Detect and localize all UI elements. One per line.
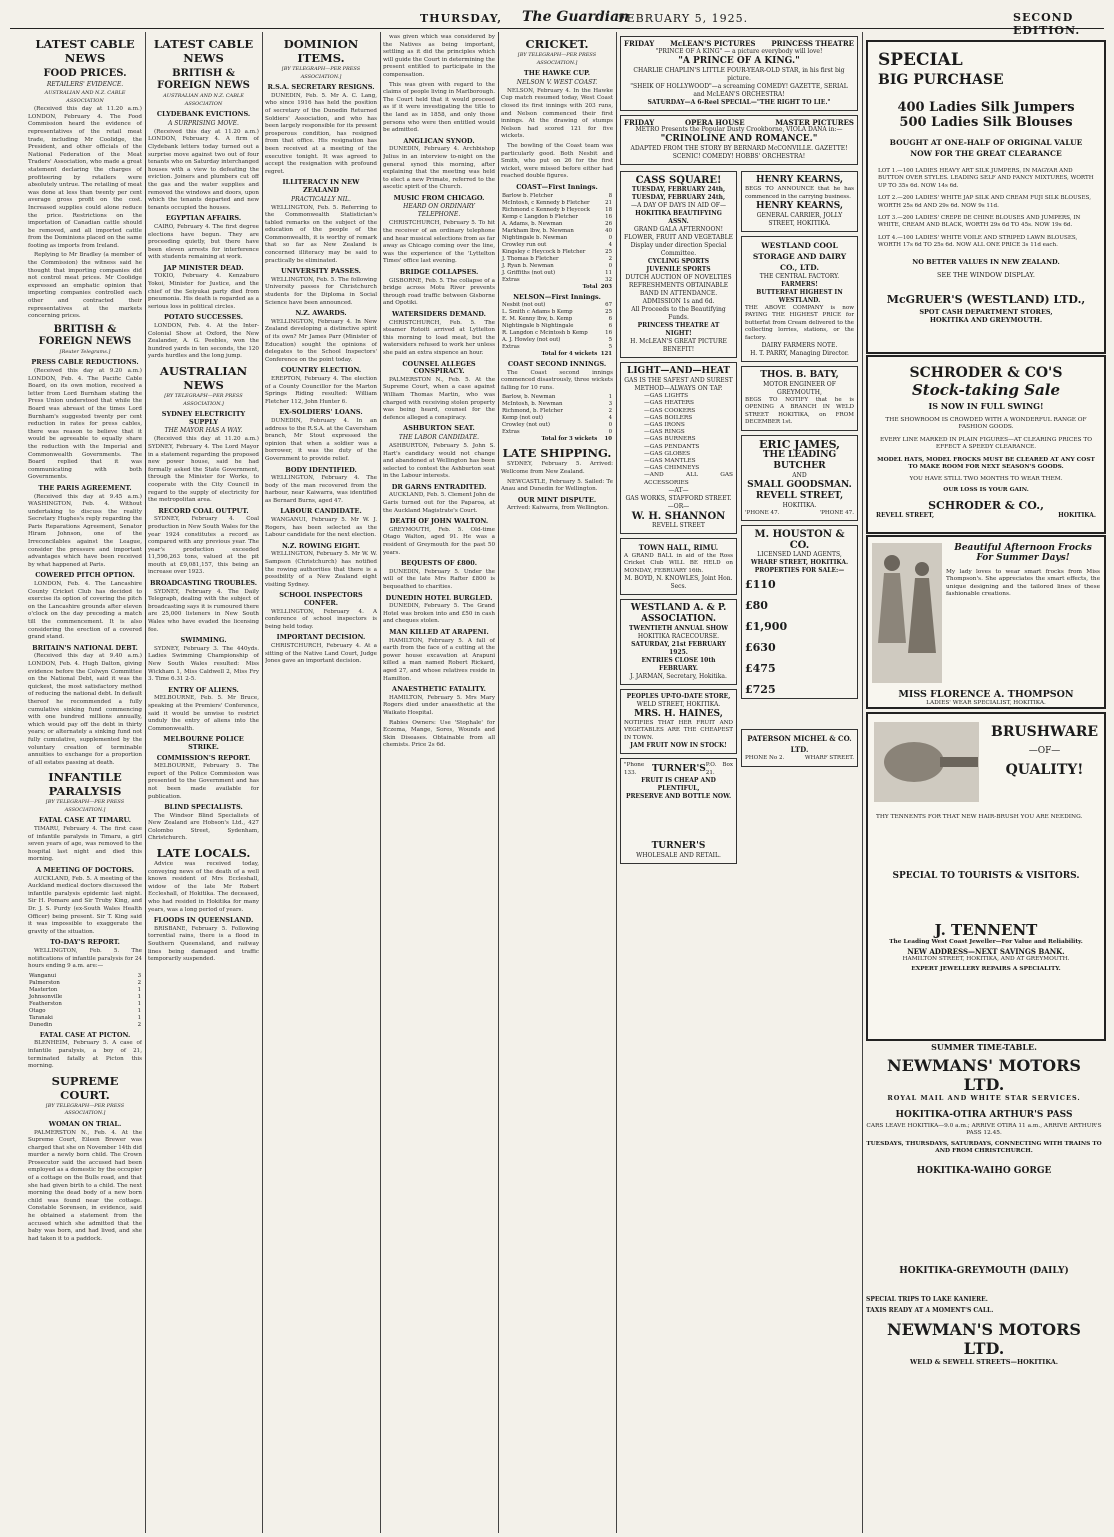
article-text: TIMARU, February 4. The first case of infantile paralysis in Timaru, a girl seven years of age, was removed to the hospital last night and died this morning.	[28, 826, 142, 863]
headline: COUNSEL ALLEGES CONSPIRACY.	[402, 359, 476, 376]
masthead-edition: SECOND EDITION.	[1013, 11, 1081, 37]
article-text: (Received this day at 9.20 a.m.) LONDON, Feb. 4. The Pacific Cable Board, on its own motion, received a letter from Lord Burnham stating the Press Union understood that while the Board was abreast of the times Lord Burnham's suggested twenty per cent reduction in rates for press cables, there was reason to believe that it would be agreeable to equally share the reduction with the Imperial and Commonwealth Governments. The Board replied that it was communicating with both Governments.	[28, 368, 142, 481]
article-text: SYDNEY, February 3. The 440yds. Ladies Swimming Championship of New South Wales resulted: Miss Wickham 1, Miss Caldwell 2, Miss Fry 3. Time 6.31 2-5.	[148, 645, 259, 683]
ad-afternoon-frocks: Beautiful Afternoon Frocks For Summer Days! My lady loves to wear smart frocks from Miss Thompson's. She appreciates the smart effects, the unique designing and the tailored lines of these fashionable creations. MISS FLORENCE A. THOMPSON LADIES' WEAR SPECIALIST, HOKITIKA.	[866, 535, 1106, 709]
article-text: (Received this day at 11.20 a.m.) LONDON, February 4. The Food Commission heard the evidence of representatives of the retail meat trade, including Mr Coolidge, the President, and other officials of the National Federation of the Meat Traders' Association, who made a great statement declaring the charges of profiteering by retailers were absolutely untrue. The retailing of meat was done at less than twenty per cent average gross profit on the cost. Increased supplies could alone reduce the price. Restrictions on the importation of Canadian cattle should be removed, and all imported cattle from the Dominions placed on the same footing as imports from Ireland.	[28, 106, 142, 249]
ad-schroder-sale: SCHRODER & CO'S Stock-taking Sale IS NOW IN FULL SWING! THE SHOWROOM IS CROWDED WITH A WONDERFUL RANGE OF FASHION GOODS. EVERY LINE MARKED IN PLAIN FIGURES—AT CLEARING PRICES TO EFFECT A SPEEDY CLEARANCE. MODEL HATS, MODEL FROCKS MUST BE CLEARED AT ANY COST TO MAKE ROOM FOR NEXT SEASON'S GOODS. YOU HAVE STILL TWO MONTHS TO WEAR THEM. OUR LOSS IS YOUR GAIN. SCHRODER & CO., REVELL STREET, HOKITIKA.	[866, 355, 1106, 534]
headline-dominion-items: DOMINION ITEMS.	[283, 37, 359, 65]
table-row: Total for 4 wickets 121	[541, 351, 612, 358]
headline: FLOODS IN QUEENSLAND.	[153, 916, 254, 925]
ad-westland-cool-storage: WESTLAND COOL STORAGE AND DAIRY CO., LTD. THE CENTRAL FACTORY. FARMERS! BUTTERFAT HIGHEST IN WESTLAND. THE ABOVE COMPANY is now PAYING THE HIGHEST PRICE for butterfat from Cream delivered to the collecting lorries, stations, or the factory. DAIRY FARMERS NOTE. H. T. PARRY, Managing Director.	[741, 236, 858, 362]
article-text: NEWCASTLE, February 5. Sailed: Te Anau and Dunedin for Wellington.	[501, 478, 613, 493]
headline: BROADCASTING TROUBLES.	[149, 579, 258, 588]
subhead: THE MAYOR HAS A WAY.	[164, 427, 243, 435]
table-row: Richmond c Kennedy b Heycock 18	[502, 206, 612, 213]
table-row: Nesbit (not out) 67	[502, 302, 612, 309]
article-text: PALMERSTON N., Feb. 4. At the Supreme Court, Eileen Brewer was charged that she on November 14th did murder a newly born child. The Crown Prosecutor said the accused had been employed as a domestic by the occupier of a cottage on the Bulls road, and that she had given birth to a child. The next morning the dead body of a new born child was found near the cottage. Constable Sorensen, in evidence, said he obtained a statement from the accused which she admitted that the baby was born, and had lived, and she had taken it to a paddock.	[28, 1129, 142, 1242]
headline: A MEETING OF DOCTORS.	[36, 866, 134, 875]
notifications-table	[28, 973, 142, 1029]
headline: BEQUESTS OF £800.	[400, 559, 478, 568]
table-row: Richmond, b. Fletcher 2	[502, 408, 612, 415]
article-text: CHRISTCHURCH, February 4. At a sitting of the Native Land Court, Judge Jones gave an important decision.	[265, 642, 377, 665]
article-text: (Received this day at 9.45 a.m.) WASHINGTON, Feb. 4. Without undertaking to discuss the reality Secretary Hughes's reply regarding the Paris Reparations Agreement, Senator Hiram Johnson, one of the Irreconcilables against the League, consider the pressure and important advantages which have been received by what happened at Paris.	[28, 493, 142, 568]
column-1	[28, 34, 142, 1534]
article-text: was given which was considered by the Natives as being important, settling as it did the principles which will guide the Court in determining the present entitled to participate in the compensation.	[383, 34, 495, 78]
article-text: AUCKLAND, Feb. 5. A meeting of the Auckland medical doctors discussed the infantile paralysis epidemic last night. Sir H. Pomare and Sir Truby King, and Dr. J. S. Purdy (ex-South Wales Health Officer) being present. Sir T. King said it was impossible to exaggerate the gravity of the situation.	[28, 875, 142, 935]
article-text: CHRISTCHURCH, February 5. To hit the receiver of an ordinary telephone and hear musical selections from as far away as Chicago coming over the line, was the experience of the 'Lyttelton Times' office last evening.	[383, 220, 495, 265]
fashion-illustration-icon	[872, 543, 942, 683]
ad-m-houston: M. HOUSTON & CO. LICENSED LAND AGENTS, WHARF STREET, HOKITIKA. PROPERTIES FOR SALE:— £110 £80 £1,900 £630 £475 £725	[741, 525, 858, 699]
headline: UNIVERSITY PASSES.	[281, 267, 361, 276]
headline: THE PARIS AGREEMENT.	[38, 483, 132, 492]
article-text: GISBORNE, Feb. 5. The collapse of a bridge across Motu River prevents through road traffic between Gisborne and Opotiki.	[383, 277, 495, 307]
column-3	[265, 34, 377, 1534]
article-text: (Received this day at 11.20 a.m.) LONDON, February 4. A firm of Clydebank letters today turned out a surprise move against two out of four tenants who on Saturday interchanged houses with a view to defeating the eviction. Joiners and plumbers cut off the gas and the water supplies and removed the windows and doors, upon which the tenants departed and new tenants occupied the houses.	[148, 128, 259, 211]
article-text: DUNEDIN, February 5. Under the will of the late Mrs Rafter £800 is bequeathed to charities.	[383, 568, 495, 590]
headline: BODY IDENTIFIED.	[285, 465, 357, 474]
headline: BRITAIN'S NATIONAL DEBT.	[32, 643, 138, 652]
table-row: A. J. Howley (not out) 5	[502, 337, 612, 344]
article-text: Arrived: Kaiwarra, from Wellington.	[507, 505, 609, 512]
headline-british-foreign: BRITISH & FOREIGN NEWS	[157, 68, 250, 91]
headline: EGYPTIAN AFFAIRS.	[165, 214, 242, 223]
dateline: [BY TELEGRAPH—PER PRESS ASSOCIATION.]	[281, 66, 361, 80]
article-text: WELLINGTON, February 4. A conference of school inspectors is being held today.	[265, 608, 377, 630]
table-row: Johnsonville 1	[29, 993, 141, 1000]
ad-brushware: BRUSHWARE —OF— QUALITY! THY TENNENTS FOR THAT NEW HAIR-BRUSH YOU ARE NEEDING. SPECIAL TO TOURISTS & VISITORS. J. TENNENT The Leading West Coast Jeweller—For Value and Reliability. NEW ADDRESS—NEXT SAVINGS BANK. HAMILTON STREET, HOKITIKA, AND AT GREYMOUTH. EXPERT JEWELLERY REPAIRS A SPECIALITY.	[866, 712, 1106, 1041]
ad-town-hall: TOWN HALL, RIMU. A GRAND BALL in aid of the Ross Cricket Club WILL BE HELD on MONDAY, FEBRUARY 16th. M. BOYD, N. KNOWLES, Joint Hon. Secs.	[620, 538, 737, 595]
article-text: Replying to Mr Bradley (a member of the Commission) the witness said he thought that importing companies did not control meat prices. Mr Coolidge expressed an emphatic opinion that importing companies controlled each other and contracted their representatives at the markets concerning prices.	[28, 252, 142, 320]
table-row: McIntosh, c Kennedy b Fletcher 21	[502, 199, 612, 206]
column-rule	[145, 32, 146, 1533]
ads-column-center	[620, 34, 858, 1534]
headline: BRIDGE COLLAPSES.	[399, 268, 479, 277]
column-rule	[380, 32, 381, 1533]
masthead	[10, 6, 1104, 37]
column-rule	[498, 32, 499, 1533]
headline: DUNEDIN HOTEL BURGLED.	[385, 593, 493, 602]
article-text: GREYMOUTH, Feb. 5. Old-time Otago Walton, aged 91. He was a resident of Greymouth for the past 50 years.	[383, 526, 495, 556]
article-text: NELSON, February 4. In the Hawke Cup match resumed today, West Coast closed its first innings with 203 runs, and Nelson commenced their first innings. At the drawing of stumps Nelson had scored 121 for five wickets.	[501, 87, 613, 140]
table-row: Otago 1	[29, 1007, 141, 1014]
table-row: Extras 0	[502, 429, 612, 436]
headline: COAST SECOND INNINGS.	[507, 360, 607, 369]
column-4	[383, 34, 495, 1534]
subhead: A SURPRISING MOVE.	[168, 119, 239, 127]
article-text: LONDON, Feb. 4. At the Inter-Colonial Show at Oxford, the New Zealander, A. G. Peebles, won the hundred yards in ten seconds, the 120 yards hurdles and the long jump.	[148, 323, 259, 360]
masthead-paper-title: The Guardian	[522, 9, 630, 25]
headline: COMMISSION'S REPORT.	[156, 753, 251, 762]
headline: ENTRY OF ALIENS.	[168, 685, 239, 694]
headline: N.Z. AWARDS.	[295, 309, 347, 318]
table-row: E. M. Kenny lbw, b. Kemp 6	[502, 316, 612, 323]
article-text: WELLINGTON, Feb. 5. Referring to the Commonwealth Statistician's tabled remarks on the subject of the education of the people of the Commonwealth, it is worthy of remark that so far as New Zealand is concerned illiteracy may be said to practically be eliminated.	[265, 204, 377, 264]
article-text: SYDNEY, February 5. Arrived: Wellcome from New Zealand.	[501, 461, 613, 476]
headline-late-locals: LATE LOCALS.	[156, 846, 251, 861]
table-row: Markham lbw, b. Newman 40	[502, 227, 612, 234]
table-row: Nightingale b Nightingale 6	[502, 323, 612, 330]
headline: BLIND SPECIALISTS.	[164, 803, 243, 812]
headline-late-shipping: LATE SHIPPING.	[502, 446, 612, 461]
dateline: [BY TELEGRAPH—PER PRESS ASSOCIATION.]	[45, 1102, 125, 1117]
table-row: Total 203	[582, 283, 612, 290]
headline: COAST—First Innings.	[516, 182, 598, 191]
article-text: WELLINGTON, February 4. The body of the man recovered from the harbour, near Kaiwarra, was identified as Bernard Burns, aged 47.	[265, 475, 377, 504]
article-text: SYDNEY, February 4. Coal production in New South Wales for the year 1924 constitutes a record as compared with any previous year. The year's production exceeded 11,596,263 tons, valued at the pit mouth at £9,081,157, this being an increase over 1923.	[148, 516, 259, 576]
headline: SYDNEY ELECTRICITY SUPPLY	[161, 410, 246, 426]
ad-special-big-purchase: SPECIAL BIG PURCHASE 400 Ladies Silk Jumpers 500 Ladies Silk Blouses BOUGHT AT ONE-HALF OF ORIGINAL VALUE NOW FOR THE GREAT CLEARANCE LOT 1.—100 LADIES HEAVY ART SILK JUMPERS, IN MAGYAR AND BUTTON OVER STYLES. LEADING SELF AND FANCY MIXTURES, WORTH UP TO 35s 6d. NOW 14s 6d. LOT 2.—200 LADIES' WHITE JAP SILK AND CREAM FUJI SILK BLOUSES, WORTH 25s 6d AND 29s 6d. NOW 9s 11d. LOT 3.—200 LADIES' CREPE DE CHINE BLOUSES AND JUMPERS, IN WHITE, CREAM AND BLACK, WORTH 29s 6d TO 45s. NOW 19s 6d. LOT 4.—100 LADIES' WHITE VOILE AND STRIPED LAWN BLOUSES, WORTH 17s 6d TO 25s 6d. NOW ALL ONE PRICE 3s 11d each. NO BETTER VALUES IN NEW ZEALAND. SEE THE WINDOW DISPLAY. McGRUER'S (WESTLAND) LTD., SPOT CASH DEPARTMENT STORES, HOKITIKA AND GREYMOUTH.	[866, 40, 1106, 354]
headline: ANAESTHETIC FATALITY.	[392, 685, 486, 694]
article-text: Advice was received today, conveying news of the death of a well known resident of Mrs Eccleshall, widow of the late Mr Robert Eccleshall, of Hokitika. The deceased, who had resided in Hokitika for many years, was a long period of years.	[148, 861, 259, 913]
article-text: The Coast second innings commenced disastrously, three wickets falling for 10 runs.	[501, 369, 613, 391]
article-text: This was given with regard to the claims of people living in Marlborough. The Court held that it would proceed as if it were investigating the title to the land as in 1858, and only those persons who were then entitled would be admitted.	[383, 81, 495, 134]
table-row: Barlow, b. Newman 1	[502, 394, 612, 401]
article-text: PALMERSTON N., Feb. 5. At the Supreme Court, when a case against William Thomas Martin, who was charged with receiving stolen property was being heard, counsel for the defence alleged a conspiracy.	[383, 376, 495, 421]
headline: JAP MINISTER DEAD.	[163, 263, 244, 272]
ad-peoples-store: PEOPLES UP-TO-DATE STORE, WELD STREET, HOKITIKA. MRS. H. HAINES, NOTIFIES THAT HER FRUIT AND VEGETABLES ARE THE CHEAPEST IN TOWN. JAM FRUIT NOW IN STOCK!	[620, 689, 737, 754]
table-row: Dunedin 2	[29, 1021, 141, 1028]
table-row: Crowley run out 4	[502, 241, 612, 248]
headline: MUSIC FROM CHICAGO.	[393, 193, 485, 202]
table-row: Kemp (not out) 4	[502, 415, 612, 422]
table-row: Barlow b. Fletcher 8	[502, 192, 612, 199]
article-text: MELBOURNE, Feb. 5. Mr Bruce, speaking at the Premiers' Conference, said it would be unwise to restrict unduly the entry of aliens into the Commonwealth.	[148, 695, 259, 732]
ad-paterson-michel: PATERSON MICHEL & CO. LTD. PHONE No 2. WHARF STREET.	[741, 729, 858, 767]
headline: ASHBURTON SEAT.	[403, 424, 475, 433]
article-text: TOKIO, February 4. Kenzaburo Yokoi, Minister for Justice, and the chief of the Seiyukai party died from pneumonia. His death is regarded as a serious loss in political circles.	[148, 273, 259, 310]
headline: LABOUR CANDIDATE.	[280, 507, 362, 516]
subhead: HEARD ON ORDINARY TELEPHONE.	[403, 203, 475, 219]
dateline: [BY TELEGRAPH—PER PRESS ASSOCIATION.]	[164, 393, 243, 407]
headline: SCHOOL INSPECTORS CONFER.	[279, 591, 363, 607]
article-text: WELLINGTON, Feb. 5. The notifications of infantile paralysis for 24 hours ending 9 a.m. are:—	[28, 947, 142, 970]
headline-food-prices: FOOD PRICES.	[43, 68, 127, 79]
column-rule	[262, 32, 263, 1533]
headline-supreme-court: SUPREME COURT.	[51, 1073, 119, 1102]
headline-latest-cable: LATEST CABLE NEWS	[35, 37, 135, 65]
table-row: A. Adams, b. Newman 26	[502, 220, 612, 227]
article-text: (Received this day at 11.20 a.m.) SYDNEY, February 4. The Lord Mayor in a statement regarding the proposed new power house, said he had formally asked the State Government, through the Minister for Works, to cooperate with the City Council in regard to the supply of electricity for the metropolitan area.	[148, 436, 259, 504]
headline: IMPORTANT DECISION.	[276, 633, 366, 642]
headline: POTATO SUCCESSES.	[163, 313, 244, 322]
article-text: CHRISTCHURCH, Feb. 5. The steamer Rotoiti arrived at Lyttelton this morning to load meat, but the watersiders refused to work her unless she paid an extra sixpence an hour.	[383, 319, 495, 356]
table-row: Wanganui 3	[29, 972, 141, 979]
article-text: Rabies Owners: Use 'Stophale' for Eczema, Mange, Sores, Wounds and Skin Diseases. Obtainable from all chemists. Price 2s 6d.	[383, 719, 495, 749]
article-text: WELLINGTON, Feb. 5. The following University passes for Christchurch students for the Diploma in Social Science have been announced.	[265, 276, 377, 306]
table-row: Kingsley c Heycock b Fletcher 25	[502, 248, 612, 255]
dateline: [BY TELEGRAPH—PER PRESS ASSOCIATION.]	[45, 799, 125, 813]
scorecard-coast-second	[501, 394, 613, 443]
subhead: RETAILERS' EVIDENCE.	[46, 81, 124, 88]
table-row: Crowley (not out) 0	[502, 422, 612, 429]
ad-cass-square: CASS SQUARE! TUESDAY, FEBRUARY 24th, TUESDAY, FEBRUARY 24th, —A DAY OF DAYS IN AID OF— HOKITIKA BEAUTIFYING ASSN. GRAND GALA AFTERNOON! FLOWER, FRUIT AND VEGETABLE Display under direction Special Committee. CYCLING SPORTS JUVENILE SPORTS DUTCH AUCTION OF NOVELTIES REFRESHMENTS OBTAINABLE BAND IN ATTENDANCE. ADMISSION 1s and 6d. All Proceeds to the Beautifying Funds. PRINCESS THEATRE AT NIGHT! H. McLEAN'S GREAT PICTURE BENEFIT!	[620, 171, 737, 358]
article-text: MELBOURNE, February 5. The report of the Police Commission was presented to the Government and has not been made available for publication.	[148, 763, 259, 800]
headline: MELBOURNE POLICE STRIKE.	[163, 735, 244, 751]
table-row: L. Smith c Adams b Kemp 25	[502, 309, 612, 316]
headline-latest-cable: LATEST CABLE NEWS	[153, 37, 254, 65]
subhead: THE LABOR CANDIDATE.	[398, 433, 480, 441]
table-row: Featherston 1	[29, 1000, 141, 1007]
table-row: McIntosh, b. Newman 3	[502, 401, 612, 408]
table-row: J. Thomas b Fletcher 2	[502, 255, 612, 262]
table-row: Taranaki 1	[29, 1014, 141, 1021]
table-row: J. Ryan b. Newman 0	[502, 262, 612, 269]
article-text: WANGANUI, February 5. Mr W. J. Rogers, has been selected as the Labour candidate for the next election.	[265, 517, 377, 539]
table-row: Extras 32	[502, 276, 612, 283]
headline: N.Z. ROWING EIGHT.	[281, 541, 361, 550]
headline: PRESS CABLE REDUCTIONS.	[31, 358, 139, 367]
column-rule	[616, 32, 617, 1533]
headline: DEATH OF JOHN WALTON.	[389, 517, 489, 526]
dateline: [Reuter Telegrams.]	[59, 348, 111, 355]
table-row: Palmerston 2	[29, 979, 141, 986]
ad-mcleans-pictures: FRIDAY McLEAN'S PICTURES PRINCESS THEATRE "PRINCE OF A KING" — a picture everybody will love! "A PRINCE OF A KING." CHARLIE CHAPLIN'S LITTLE FOUR-YEAR-OLD STAR, in his first big picture. "SHEIK OF HOLLYWOOD"—a screaming COMEDY! GAZETTE, SERIAL and McLEAN'S ORCHESTRA! SATURDAY—A 6-Reel SPECIAL—"THE RIGHT TO LIE."	[620, 36, 858, 111]
headline: WOMAN ON TRIAL.	[48, 1119, 122, 1128]
article-text: CAIRO, February 4. The first degree elections have begun. They are proceeding quietly, but there have been eleven arrests for interference with students remaining at work.	[148, 223, 259, 261]
scorecard-coast-first	[501, 193, 613, 291]
article-text: HAMILTON, February 5. A fall of earth from the face of a cutting at the power house excavation at Arapuni killed a man named Robert Rickard, aged 27, and whose relatives reside in Hamilton.	[383, 637, 495, 682]
masthead-day: THURSDAY,	[420, 12, 503, 25]
headline-british-foreign: BRITISH & FOREIGN NEWS	[38, 323, 132, 347]
ad-westland-show: WESTLAND A. & P. ASSOCIATION. TWENTIETH ANNUAL SHOW HOKITIKA RACECOURSE. SATURDAY, 21st FEBRUARY 1925. ENTRIES CLOSE 10th FEBRUARY. J. JARMAN, Secretary, Hokitika.	[620, 599, 737, 685]
headline: R.S.A. SECRETARY RESIGNS.	[267, 83, 375, 92]
article-text: AUCKLAND, Feb. 5. Clement John de Garis turned out for the Paparoa, at the Auckland Magistrate's Court.	[383, 492, 495, 514]
headline: THE HAWKE CUP.	[523, 69, 591, 78]
brush-illustration-icon	[874, 722, 979, 802]
article-text: DUNEDIN, Feb. 5. Mr A. C. Lang, who since 1916 has held the position of secretary of the Dunedin Returned Soldiers' Association, and who has been largely responsible for its present prosperous condition, has resigned from that office. His resignation has been received at a meeting of the executive tonight. It was agreed to accept the resignation with profound regret.	[265, 92, 377, 175]
headline: FATAL CASE AT PICTON.	[39, 1030, 131, 1039]
headline: ANGLICAN SYNOD.	[403, 136, 475, 145]
headline: OUR MINT DISPUTE.	[517, 495, 597, 504]
ad-light-and-heat: LIGHT—AND—HEAT GAS IS THE SAFEST AND SUREST METHOD—ALWAYS ON TAP. —GAS LIGHTS —GAS HEATERS —GAS COOKERS —GAS BOILERS —GAS IRONS —GAS RINGS —GAS BURNERS —GAS PENDANTS —GAS GLOBES —GAS MANTLES —GAS CHIMNEYS —AND ALL GAS ACCESSORIES —AT— GAS WORKS, STAFFORD STREET. —OR— W. H. SHANNON REVELL STREET	[620, 362, 737, 534]
column-rule	[862, 32, 863, 1533]
table-row: Extras 5	[502, 344, 612, 351]
headline: MAN KILLED AT ARAPENI.	[389, 627, 489, 636]
dateline: [BY TELEGRAPH—PER PRESS ASSOCIATION.]	[517, 52, 597, 66]
scorecard-nelson-first	[501, 302, 613, 358]
subhead: PRACTICALLY NIL.	[291, 195, 351, 203]
article-text: LONDON, Feb. 4. The Lancashire County Cricket Club has decided to exercise its option of covering the pitch on the Lancashire grounds after eleven o'clock on the day preceding a match till the commencement. It is also considering the erection of a covered grand stand.	[28, 581, 142, 641]
headline: CLYDEBANK EVICTIONS.	[156, 110, 251, 119]
dateline: AUSTRALIAN AND N.Z. CABLE ASSOCIATION	[163, 93, 244, 107]
article-text: DUNEDIN, February 4. In an address to the R.S.A. at the Caversham branch, Mr Stout expressed the opinion that when a soldier was a borrower, it was the duty of the Government to provide relief.	[265, 417, 377, 462]
headline: ILLITERACY IN NEW ZEALAND	[282, 178, 360, 194]
headline: RECORD COAL OUTPUT.	[158, 506, 249, 515]
article-text: WELLINGTON, February 5. Mr W. W. Sampson (Christchurch) has notified the rowing authorities that there is a possibility of a New Zealand eight visiting Sydney.	[265, 551, 377, 588]
headline: FATAL CASE AT TIMARU.	[38, 816, 132, 825]
masthead-date: FEBRUARY 5, 1925.	[618, 12, 749, 25]
column-5	[501, 34, 613, 1534]
headline-australian-news: AUSTRALIAN NEWS	[159, 364, 248, 392]
ad-opera-house: FRIDAY OPERA HOUSE MASTER PICTURES METRO Presents the Popular Dusty Crookborne, VIOLA DANA in:— "CRINOLINE AND ROMANCE." ADAPTED FROM THE STORY BY BERNARD McCONVILLE. GAZETTE! SCENIC! COMEDY! HOBBS' ORCHESTRA!	[620, 115, 858, 166]
headline: TO-DAY'S REPORT.	[50, 938, 120, 947]
headline: COUNTRY ELECTION.	[280, 366, 362, 375]
article-text: DUNEDIN, February 4. Archbishop Julius in an interview to-night on the general synod this morning, after explaining that the meeting was held to elect a new Primate, referred to the ascetic spirit of the Church.	[383, 146, 495, 191]
ad-eric-james: ERIC JAMES, THE LEADING BUTCHER AND SMALL GOODSMAN. REVELL STREET, HOKITIKA. 'PHONE 47. 'PHONE 47.	[741, 435, 858, 522]
article-text: EREPTON, February 4. The election of a County Councillor for the Marton Springs Riding resulted: William Fletcher 112, John Hunter 6.	[265, 375, 377, 405]
article-text: (Received this day at 9.40 a.m.) LONDON, Feb. 4. Hugh Dalton, giving evidence before the Colwyn Committee on the National Debt, said it was the quickest, the most satisfactory method of reducing the national debt. In default thereof he recommended a fully cumulative sinking fund commencing with one hundred millions annually, which would pay off the debt in thirty years; or alternately a sinking fund not fully cumulative, supplemented by the voluntary creation of terminable annuities to exchange for a proportion of all estates passing at death.	[28, 653, 142, 766]
article-text: The Windsor Blind Specialists of New Zealand are Hobson's Ltd., 427 Colombo Street, Sydenham, Christchurch.	[148, 812, 259, 842]
headline-infantile-paralysis: INFANTILE PARALYSIS	[48, 770, 122, 799]
article-text: DUNEDIN, February 5. The Grand Hotel was broken into and £50 in cash and cheques stolen.	[383, 603, 495, 625]
ad-henry-kearns: HENRY KEARNS, BEGS TO ANNOUNCE that he has commenced in the carrying business. HENRY KEARNS, GENERAL CARRIER, JOLLY STREET, HOKITIKA.	[741, 171, 858, 232]
article-text: ASHBURTON, February 5. John S. Hart's candidacy would not change and abandoned at Wellington has been selected to contest the Ashburton seat in the Labour interests.	[383, 442, 495, 480]
column-2	[148, 34, 259, 1534]
dateline: AUSTRALIAN AND N.Z. CABLE ASSOCIATION	[44, 90, 126, 104]
article-text: BLENHEIM, February 5. A case of infantile paralysis, a boy of 21, terminated fatally at Picton this morning.	[28, 1040, 142, 1070]
table-row: Masterton 1	[29, 986, 141, 993]
article-text: HAMILTON, February 5. Mrs Mary Rogers died under anaesthetic at the Waikato Hospital.	[383, 694, 495, 716]
article-text: BRISBANE, February 5. Following torrential rains, there is a flood in Southern Queensland, and railway lines being damaged and traffic temporarily suspended.	[148, 925, 259, 963]
headline: COWERED PITCH OPTION.	[35, 571, 135, 580]
headline: SWIMMING.	[180, 636, 227, 645]
headline: NELSON—First Innings.	[513, 292, 601, 301]
headline: WATERSIDERS DEMAND.	[392, 310, 486, 318]
article-text: The bowling of the Coast team was particularly good. Both Nesbit and Smith, who put on 26 for the first wicket, were missed before either had reached double figures.	[501, 142, 613, 180]
ad-thos-baty: THOS. B. BATY, MOTOR ENGINEER OF GREYMOUTH, BEGS TO NOTIFY that he is OPENING A BRANCH IN WELD STREET HOKITIKA, on FROM DECEMBER 1st.	[741, 366, 858, 431]
ad-newmans-motors: SUMMER TIME-TABLE. NEWMANS' MOTORS LTD. ROYAL MAIL AND WHITE STAR SERVICES. HOKITIKA-OTIRA ARTHUR'S PASS CARS LEAVE HOKITIKA—9.0 a.m.; ARRIVE OTIRA 11 a.m., ARRIVE ARTHUR'S PASS 12.45. TUESDAYS, THURSDAYS, SATURDAYS, CONNECTING WITH TRAINS TO AND FROM CHRISTCHURCH. HOKITIKA-WAIHO GORGE HOKITIKA-GREYMOUTH (DAILY) SPECIAL TRIPS TO LAKE KANIERE. TAXIS READY AT A MOMENT'S CALL. NEWMAN'S MOTORS LTD. WELD & SEWELL STREETS—HOKITIKA.	[866, 1042, 1102, 1366]
ad-turners: "Phone 133. TURNER'S P.O. Box 21. FRUIT IS CHEAP AND PLENTIFUL, PRESERVE AND BOTTLE NOW. TURNER'S WHOLESALE AND RETAIL.	[620, 758, 737, 864]
headline-cricket: CRICKET.	[525, 37, 589, 51]
headline: EX-SOLDIERS' LOANS.	[279, 408, 363, 417]
table-row: Kemp c Langdon b Fletcher 16	[502, 213, 612, 220]
table-row: Nightingale b. Newman 0	[502, 234, 612, 241]
article-text: WELLINGTON, February 4. In New Zealand developing a distinctive spirit of its own? Mr James Parr (Minister of Education) sought the opinions of delegates to the School Inspectors' Conference on the point today.	[265, 318, 377, 363]
table-row: Total for 3 wickets 10	[541, 436, 612, 443]
article-text: SYDNEY, February 4. The Daily Telegraph, dealing with the subject of broadcasting says it is rumoured there are 25,000 listeners in New South Wales who have evaded the licensing fee.	[148, 588, 259, 633]
subhead: NELSON V. WEST COAST.	[516, 78, 598, 86]
headline: DR GARNS ENTRADITED.	[391, 482, 487, 491]
table-row: R. Langdon c Mcintosh b Kemp 16	[502, 330, 612, 337]
table-row: J. Griffiths (not out) 11	[502, 269, 612, 276]
